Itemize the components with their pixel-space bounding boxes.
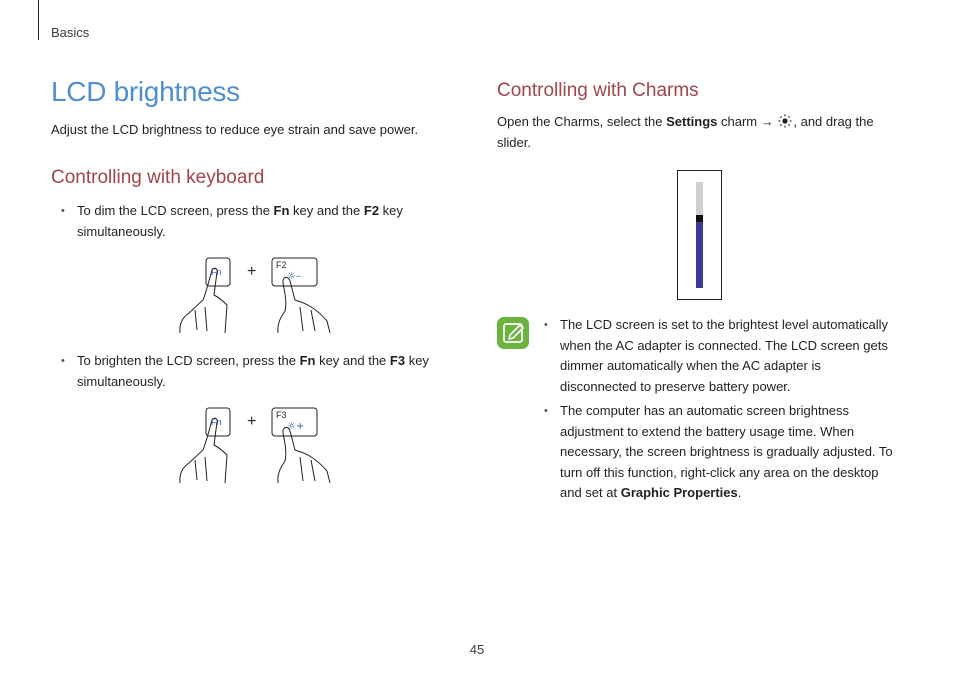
fn-key [206,258,230,286]
f2-key [272,258,317,286]
fn-f3-keys-illustration [175,405,335,485]
brightness-slider-panel [677,170,722,300]
brightness-slider[interactable] [678,171,721,299]
section-header: Basics [51,25,90,40]
charms-instruction: Open the Charms, select the Settings charm → , and drag the slider. [497,114,874,150]
intro-text: Adjust the LCD brightness to reduce eye strain and save power. [51,122,419,137]
page-number: 45 [469,642,485,657]
brightness-icon [777,114,793,128]
fn-key [206,408,230,436]
brighten-instruction: • To brighten the LCD screen, press the Fn key and the F3 key simultaneously. [61,353,429,389]
keyboard-heading: Controlling with keyboard [51,167,265,188]
brightness-down-symbol: ☼– [287,271,301,282]
bullet-dot: • [61,205,65,217]
brightness-up-symbol: ☼+ [287,421,305,432]
f3-key-label: F3 [276,410,287,420]
bullet-dot: • [544,319,548,331]
f3-key [272,408,317,436]
pencil-icon [497,317,529,349]
fn-key-label: Fn [211,417,222,427]
charms-heading: Controlling with Charms [497,80,699,101]
slider-thumb[interactable] [696,215,703,222]
plus-sign: + [247,263,257,280]
note-item-ac-adapter: • The LCD screen is set to the brightest level automatically when the AC adapter is connected. The LCD screen gets dimmer automatically when the AC adapter is disconnected to preserve battery power. [544,317,889,394]
note-item-auto-brightness: • The computer has an automatic screen brightness adjustment to extend the battery usage time. When necessary, the screen brightness is gradually adjusted. To turn off this function, right-click any area on the desktop and set at Graphic Properties. [544,403,893,500]
fn-key-label: Fn [211,267,222,277]
header-rule [38,0,39,40]
plus-sign: + [247,413,257,430]
note-icon [497,317,529,349]
bullet-dot: • [61,355,65,367]
bullet-dot: • [544,405,548,417]
f2-key-label: F2 [276,260,287,270]
page-title: LCD brightness [51,76,240,107]
fn-f2-keys-illustration [175,255,335,335]
dim-instruction: • To dim the LCD screen, press the Fn key and the F2 key simultaneously. [61,203,403,239]
slider-fill [696,222,703,288]
